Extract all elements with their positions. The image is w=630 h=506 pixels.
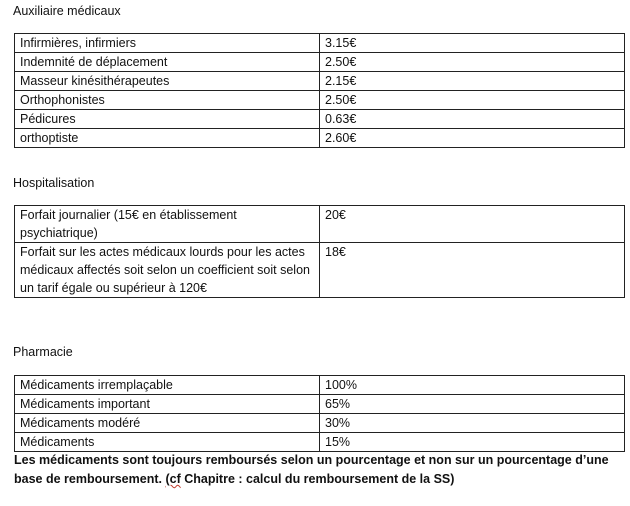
note-reference-marker: (cf (165, 472, 181, 486)
note-text: Les médicaments sont toujours remboursés selon un pourcentage et non sur un pourcentage d’une base de remboursement. (14, 453, 609, 486)
row-label: orthoptiste (15, 129, 320, 148)
row-value: 0.63€ (320, 110, 625, 129)
heading-hospitalisation: Hospitalisation (13, 176, 95, 190)
heading-pharmacie: Pharmacie (13, 345, 73, 359)
row-value: 15% (320, 433, 625, 452)
row-value: 2.50€ (320, 53, 625, 72)
table-row (15, 129, 625, 148)
table-pharmacie (14, 375, 625, 452)
table-hospitalisation (14, 205, 625, 298)
table-row (15, 395, 625, 414)
table-row (15, 243, 625, 298)
row-value: 2.60€ (320, 129, 625, 148)
row-value: 20€ (320, 206, 625, 243)
row-value: 2.50€ (320, 91, 625, 110)
row-value: 3.15€ (320, 34, 625, 53)
row-label: Infirmières, infirmiers (15, 34, 320, 53)
row-label: Médicaments important (15, 395, 320, 414)
table-row (15, 433, 625, 452)
table-row (15, 34, 625, 53)
row-label: Médicaments irremplaçable (15, 376, 320, 395)
table-row (15, 376, 625, 395)
row-label: Indemnité de déplacement (15, 53, 320, 72)
row-value: 30% (320, 414, 625, 433)
table-row (15, 91, 625, 110)
table-row (15, 53, 625, 72)
table-row (15, 72, 625, 91)
row-label: Médicaments modéré (15, 414, 320, 433)
row-label: Pédicures (15, 110, 320, 129)
table-row (15, 110, 625, 129)
reimbursement-note (14, 451, 624, 489)
row-label: Médicaments (15, 433, 320, 452)
table-auxiliaires (14, 33, 625, 148)
heading-auxiliaires: Auxiliaire médicaux (13, 4, 121, 18)
row-label: Forfait journalier (15€ en établissement psychiatrique) (15, 206, 320, 243)
row-value: 65% (320, 395, 625, 414)
note-reference: Chapitre : calcul du remboursement de la SS) (180, 472, 455, 486)
row-value: 18€ (320, 243, 625, 298)
row-label: Masseur kinésithérapeutes (15, 72, 320, 91)
row-label: Orthophonistes (15, 91, 320, 110)
table-row (15, 414, 625, 433)
row-value: 100% (320, 376, 625, 395)
row-label: Forfait sur les actes médicaux lourds pour les actes médicaux affectés soit selon un coefficient soit selon un tarif égale ou supérieur à 120€ (15, 243, 320, 298)
row-value: 2.15€ (320, 72, 625, 91)
table-row (15, 206, 625, 243)
